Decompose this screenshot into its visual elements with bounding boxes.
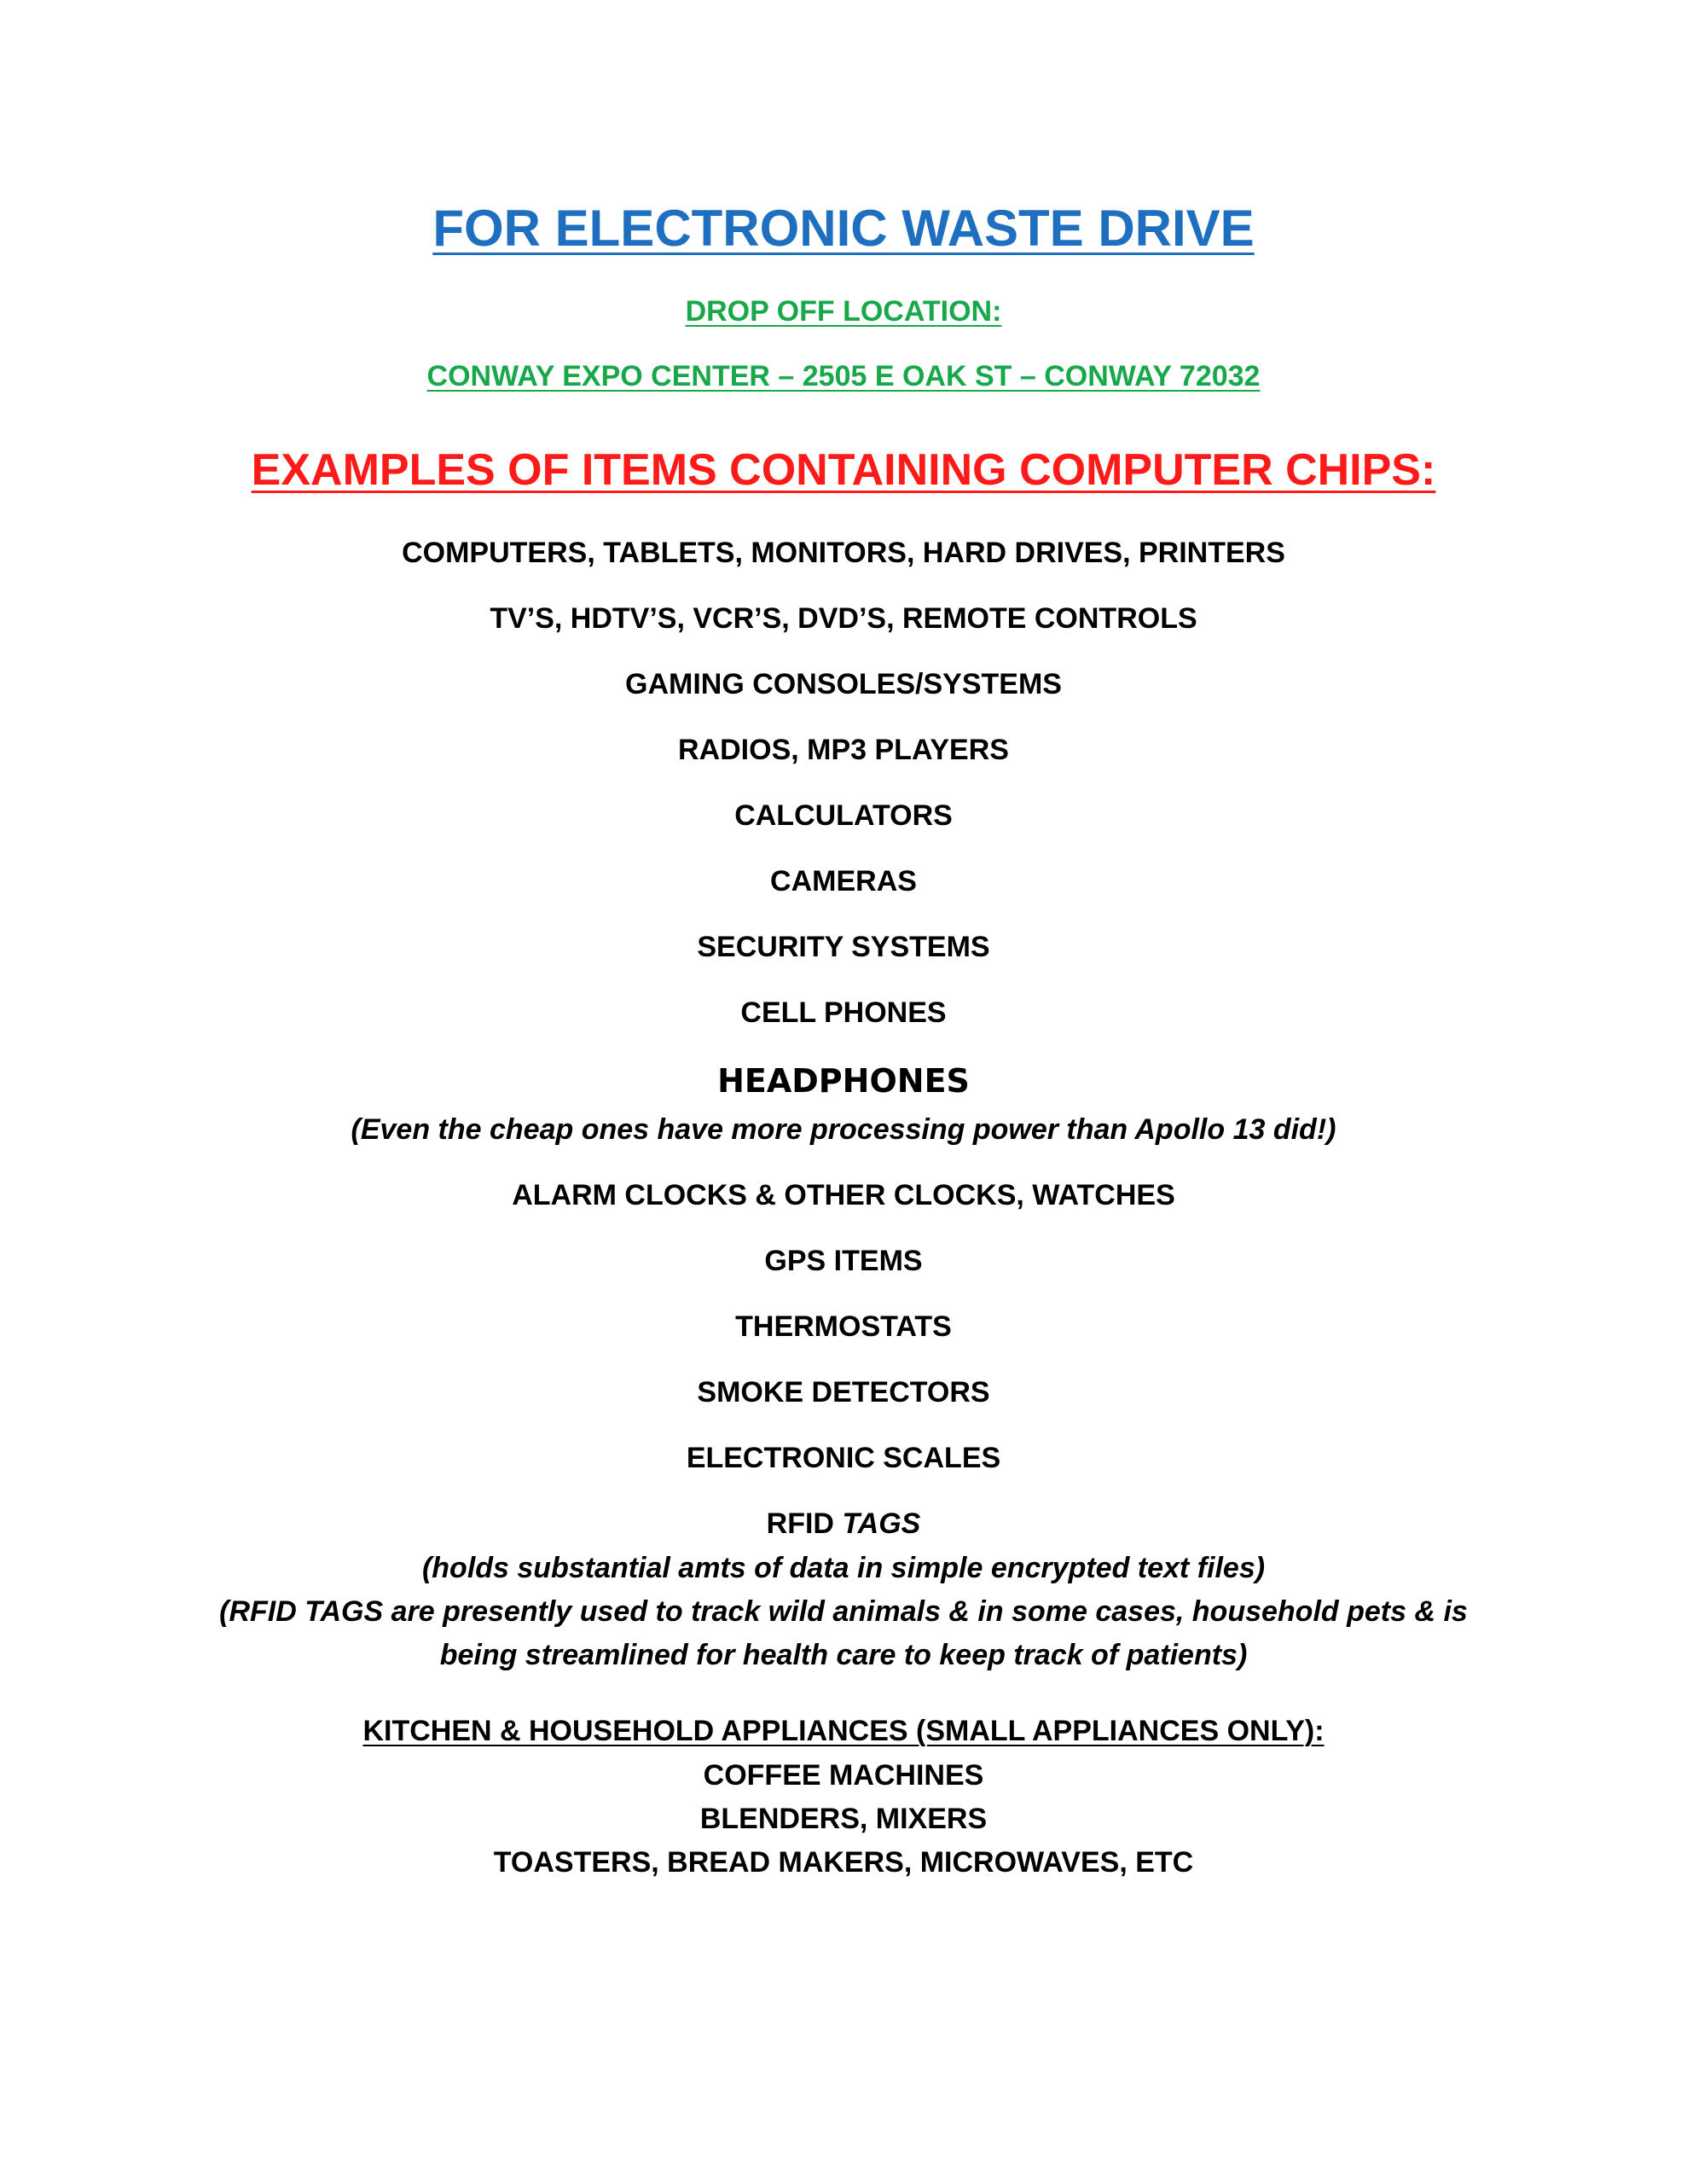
list-item: ELECTRONIC SCALES <box>686 1442 1001 1474</box>
rfid-note: (RFID TAGS are presently used to track wild animals & in some cases, household pets & is <box>219 1595 1468 1628</box>
list-item: THERMOSTATS <box>735 1310 952 1343</box>
list-item: ALARM CLOCKS & OTHER CLOCKS, WATCHES <box>512 1179 1175 1211</box>
rfid-note: (holds substantial amts of data in simple encrypted text files) <box>421 1552 1266 1584</box>
rfid-item <box>0 1509 1687 1538</box>
drop-off-address: CONWAY EXPO CENTER – 2505 E OAK ST – CONWAY 72032 <box>426 360 1261 392</box>
rfid-tags-label: TAGS <box>842 1507 921 1540</box>
appliances-heading <box>0 1716 1687 1745</box>
headphones-item: HEADPHONES <box>717 1062 970 1100</box>
list-item: COFFEE MACHINES <box>703 1759 984 1792</box>
list-item: SMOKE DETECTORS <box>697 1376 990 1409</box>
examples-heading: EXAMPLES OF ITEMS CONTAINING COMPUTER CHIPS: <box>251 445 1436 495</box>
list-item: CAMERAS <box>770 865 917 897</box>
headphones-note: (Even the cheap ones have more processing power than Apollo 13 did!) <box>351 1113 1336 1146</box>
list-item: COMPUTERS, TABLETS, MONITORS, HARD DRIVES, PRINTERS <box>402 537 1285 569</box>
list-item: TOASTERS, BREAD MAKERS, MICROWAVES, ETC <box>493 1846 1194 1879</box>
rfid-label: RFID <box>766 1507 843 1540</box>
list-item: GPS ITEMS <box>764 1245 923 1277</box>
list-item: CELL PHONES <box>740 996 947 1029</box>
list-item: GAMING CONSOLES/SYSTEMS <box>625 668 1062 700</box>
list-item: SECURITY SYSTEMS <box>697 931 990 963</box>
list-item: RADIOS, MP3 PLAYERS <box>678 734 1009 766</box>
list-item: TV’S, HDTV’S, VCR’S, DVD’S, REMOTE CONTROLS <box>490 602 1197 635</box>
flyer-title: FOR ELECTRONIC WASTE DRIVE <box>432 200 1255 257</box>
list-item: CALCULATORS <box>734 799 953 832</box>
appliances-heading-text: KITCHEN & HOUSEHOLD APPLIANCES (SMALL APPLIANCES ONLY): <box>362 1715 1325 1747</box>
rfid-note: being streamlined for health care to keep track of patients) <box>439 1639 1248 1671</box>
drop-off-label: DROP OFF LOCATION: <box>685 295 1002 328</box>
list-item: BLENDERS, MIXERS <box>699 1803 988 1835</box>
